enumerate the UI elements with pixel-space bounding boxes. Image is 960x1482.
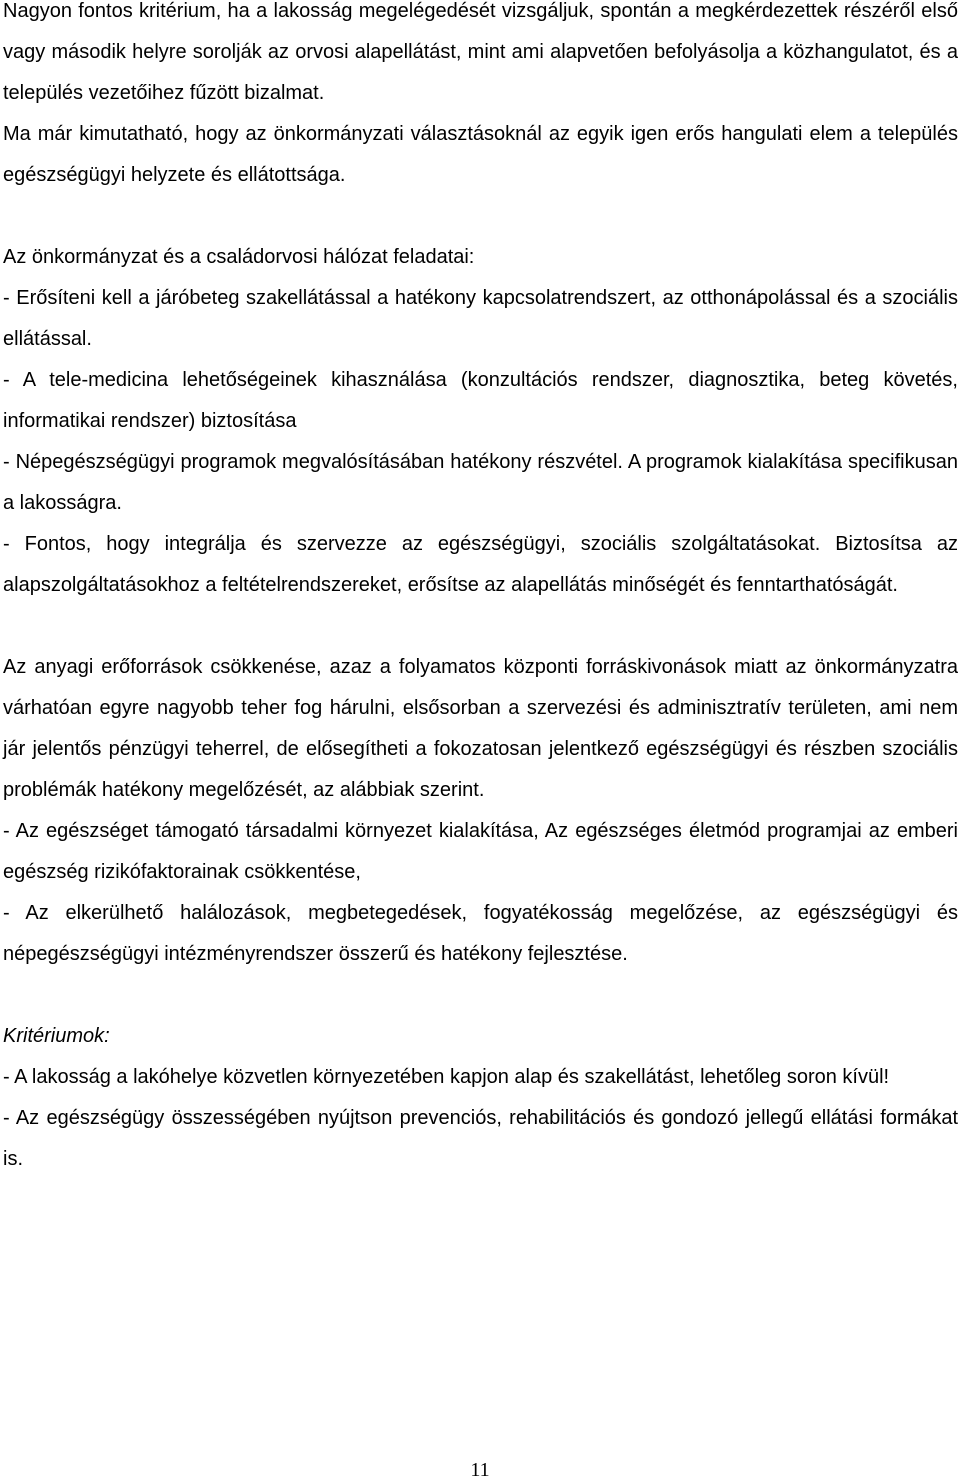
paragraph-satisfaction: Nagyon fontos kritérium, ha a lakosság megelégedését vizsgáljuk, spontán a megkérdezettek részéről első vagy második helyre sorolják az orvosi alapellátást, mint ami alapvetően befolyásolja a közhangulatot, és a település vezetőihez fűzött bizalmat. <box>3 0 958 104</box>
page-number: 11 <box>470 1459 490 1481</box>
paragraph-elections: Ma már kimutatható, hogy az önkormányzati választásoknál az egyik igen erős hangulati elem a település egészségügyi helyzete és ellátottsága. <box>3 123 958 186</box>
list-item-integration: - Fontos, hogy integrálja és szervezze az egészségügyi, szociális szolgáltatásokat. Biztosítsa az alapszolgáltatásokhoz a feltételrendszereket, erősítse az alapellátás minőségét és fenntarthatóságát. <box>3 533 958 596</box>
list-item-prevention: - Az egészségügy összességében nyújtson prevenciós, rehabilitációs és gondozó jellegű ellátási formákat is. <box>3 1107 958 1170</box>
criteria-heading: Kritériumok: <box>3 1025 110 1047</box>
list-item-outpatient: - Erősíteni kell a járóbeteg szakellátással a hatékony kapcsolatrendszert, az otthonápolással és a szociális ellátással. <box>3 287 958 350</box>
list-item-environment: - Az egészséget támogató társadalmi környezet kialakítása, Az egészséges életmód programjai az emberi egészség rizikófaktorainak csökkentése, <box>3 820 958 883</box>
paragraph-tasks-intro: Az önkormányzat és a családorvosi hálózat feladatai: <box>3 246 475 268</box>
list-item-telemedicine: - A tele-medicina lehetőségeinek kihasználása (konzultációs rendszer, diagnosztika, beteg követés, informatikai rendszer) biztosítása <box>3 369 958 432</box>
list-item-mortality: - Az elkerülhető halálozások, megbetegedések, fogyatékosság megelőzése, az egészségügyi és népegészségügyi intézményrendszer összerű és hatékony fejlesztése. <box>3 902 958 965</box>
list-item-public-health: - Népegészségügyi programok megvalósításában hatékony részvétel. A programok kialakítása specifikusan a lakosságra. <box>3 451 958 514</box>
document-body <box>3 0 958 1180</box>
paragraph-resources: Az anyagi erőforrások csökkenése, azaz a folyamatos központi forráskivonások miatt az önkormányzatra várhatóan egyre nagyobb teher fog hárulni, elsősorban a szervezési és adminisztratív területen, ami nem jár jelentős pénzügyi teherrel, de elősegítheti a fokozatosan jelentkező egészségügyi és részben szociális problémák hatékony megelőzését, az alábbiak szerint. <box>3 656 958 801</box>
paragraph-spacer <box>3 975 958 1016</box>
paragraph-spacer <box>3 196 958 237</box>
paragraph-spacer <box>3 606 958 647</box>
list-item-local-care: - A lakosság a lakóhelye közvetlen környezetében kapjon alap és szakellátást, lehetőleg soron kívül! <box>3 1066 890 1088</box>
